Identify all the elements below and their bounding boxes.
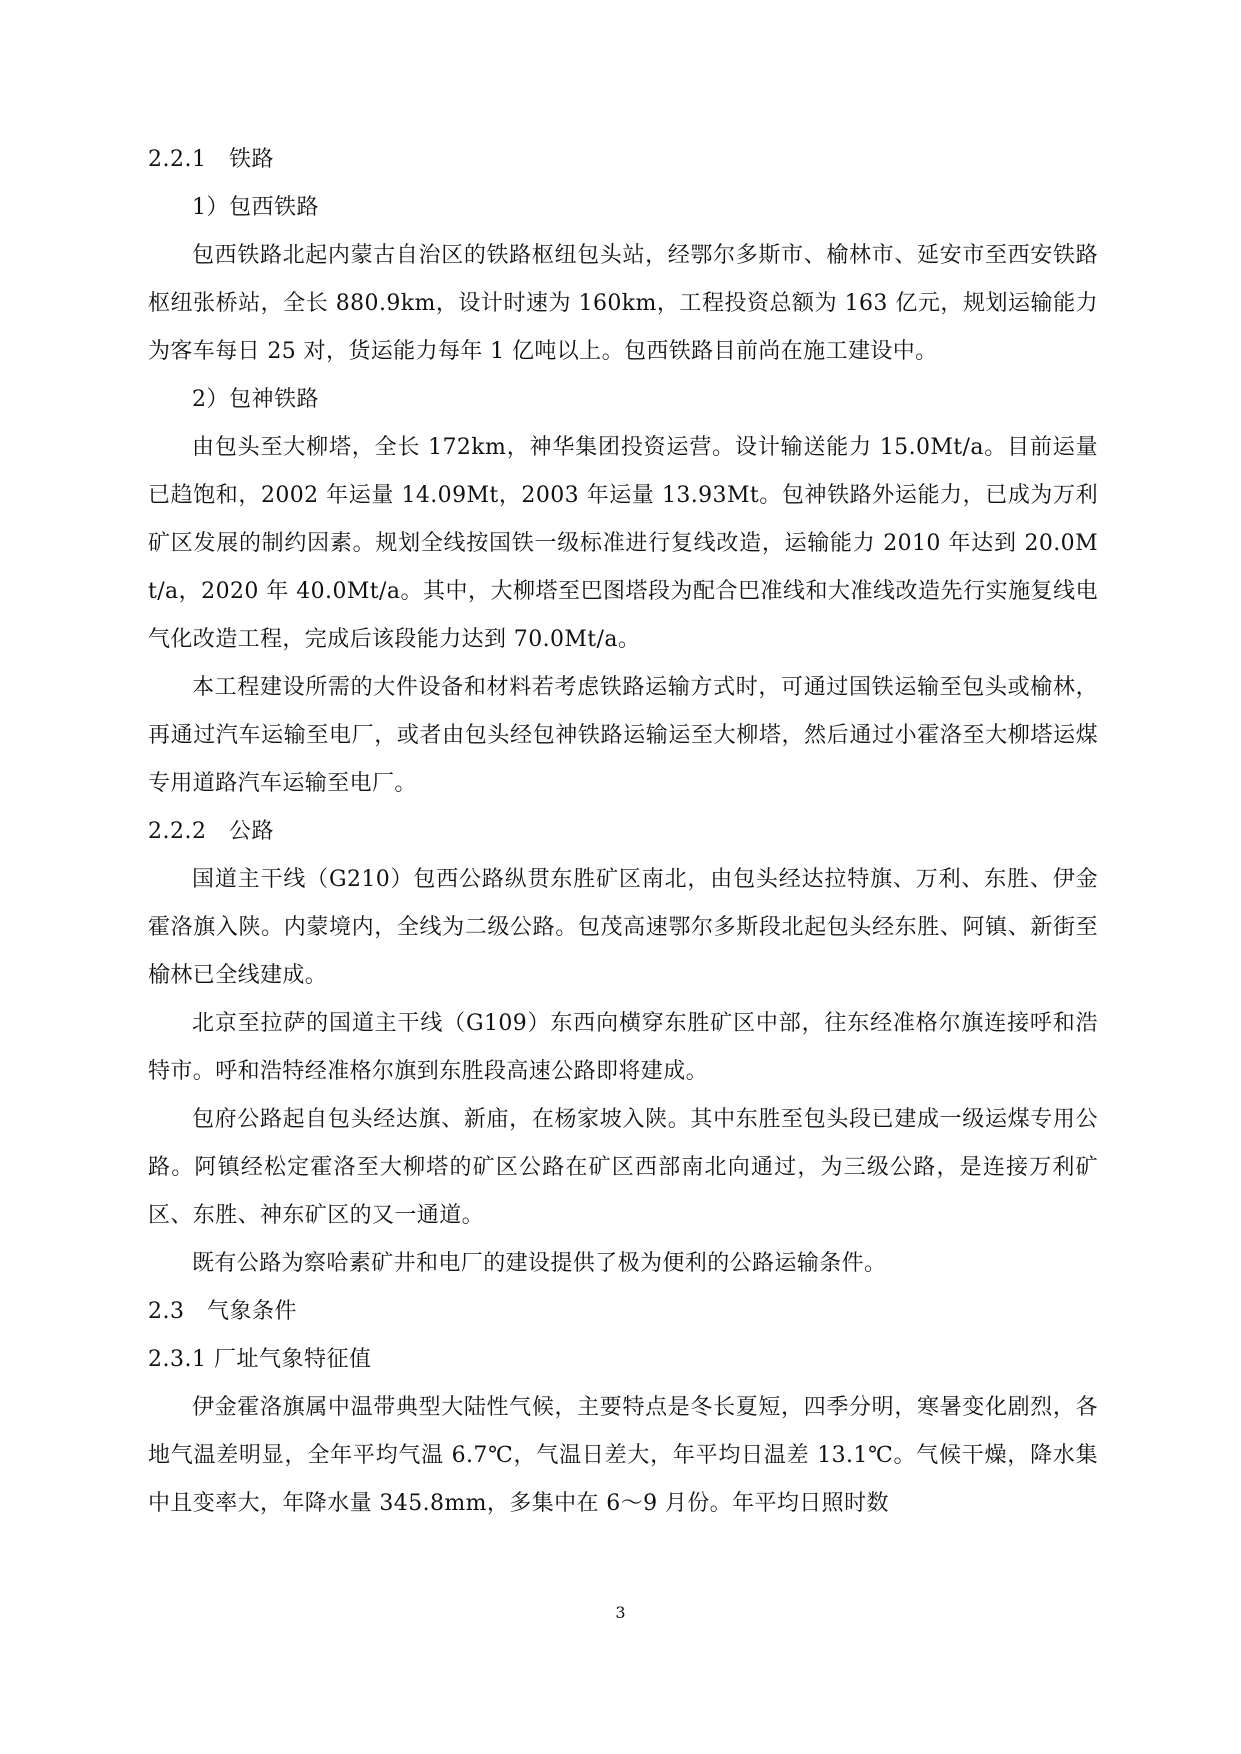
section-heading-2-2-2: 2.2.2 公路: [148, 819, 274, 844]
paragraph-g109-highway: 北京至拉萨的国道主干线（G109）东西向横穿东胜矿区中部，往东经准格尔旗连接呼和浩特市。呼和浩特经准格尔旗到东胜段高速公路即将建成。: [148, 1011, 1098, 1084]
subheading-baoshen-railway: 2）包神铁路: [192, 387, 319, 412]
paragraph-existing-roads: 既有公路为察哈素矿井和电厂的建设提供了极为便利的公路运输条件。: [192, 1251, 887, 1276]
section-heading-2-3: 2.3 气象条件: [148, 1299, 297, 1324]
page-content: [148, 144, 1098, 1536]
paragraph-climate-characteristics: 伊金霍洛旗属中温带典型大陆性气候，主要特点是冬长夏短，四季分明，寒暑变化剧烈，各地气温差明显，全年平均气温 6.7℃，气温日差大，年平均日温差 13.1℃。气候干燥，降水集中且变率大，年降水量 345.8mm，多集中在 6～9 月份。年平均日照时数: [148, 1395, 1098, 1516]
paragraph-equipment-transport: 本工程建设所需的大件设备和材料若考虑铁路运输方式时，可通过国铁运输至包头或榆林，再通过汽车运输至电厂，或者由包头经包神铁路运输运至大柳塔，然后通过小霍洛至大柳塔运煤专用道路汽车运输至电厂。: [148, 675, 1098, 796]
paragraph-baoshen-railway: 由包头至大柳塔，全长 172km，神华集团投资运营。设计输送能力 15.0Mt/a。目前运量已趋饱和，2002 年运量 14.09Mt，2003 年运量 13.93Mt。包神铁路外运能力，已成为万利矿区发展的制约因素。规划全线按国铁一级标准进行复线改造，运输能力 2010 年达到 20.0M t/a，2020 年 40.0Mt/a。其中，大柳塔至巴图塔段为配合巴准线和大准线改造先行实施复线电气化改造工程，完成后该段能力达到 70.0Mt/a。: [148, 435, 1098, 652]
section-heading-2-3-1: 2.3.1 厂址气象特征值: [148, 1347, 372, 1372]
paragraph-g210-highway: 国道主干线（G210）包西公路纵贯东胜矿区南北，由包头经达拉特旗、万利、东胜、伊金霍洛旗入陕。内蒙境内，全线为二级公路。包茂高速鄂尔多斯段北起包头经东胜、阿镇、新街至榆林已全线建成。: [148, 867, 1098, 988]
page-number: 3: [615, 1603, 626, 1622]
paragraph-baoxi-railway: 包西铁路北起内蒙古自治区的铁路枢纽包头站，经鄂尔多斯市、榆林市、延安市至西安铁路枢纽张桥站，全长 880.9km，设计时速为 160km，工程投资总额为 163 亿元，规划运输能力为客车每日 25 对，货运能力每年 1 亿吨以上。包西铁路目前尚在施工建设中。: [148, 243, 1098, 364]
paragraph-baofu-highway: 包府公路起自包头经达旗、新庙，在杨家坡入陕。其中东胜至包头段已建成一级运煤专用公路。阿镇经松定霍洛至大柳塔的矿区公路在矿区西部南北向通过，为三级公路，是连接万利矿区、东胜、神东矿区的又一通道。: [148, 1107, 1098, 1228]
subheading-baoxi-railway: 1）包西铁路: [192, 195, 319, 220]
section-heading-2-2-1: 2.2.1 铁路: [148, 147, 274, 172]
